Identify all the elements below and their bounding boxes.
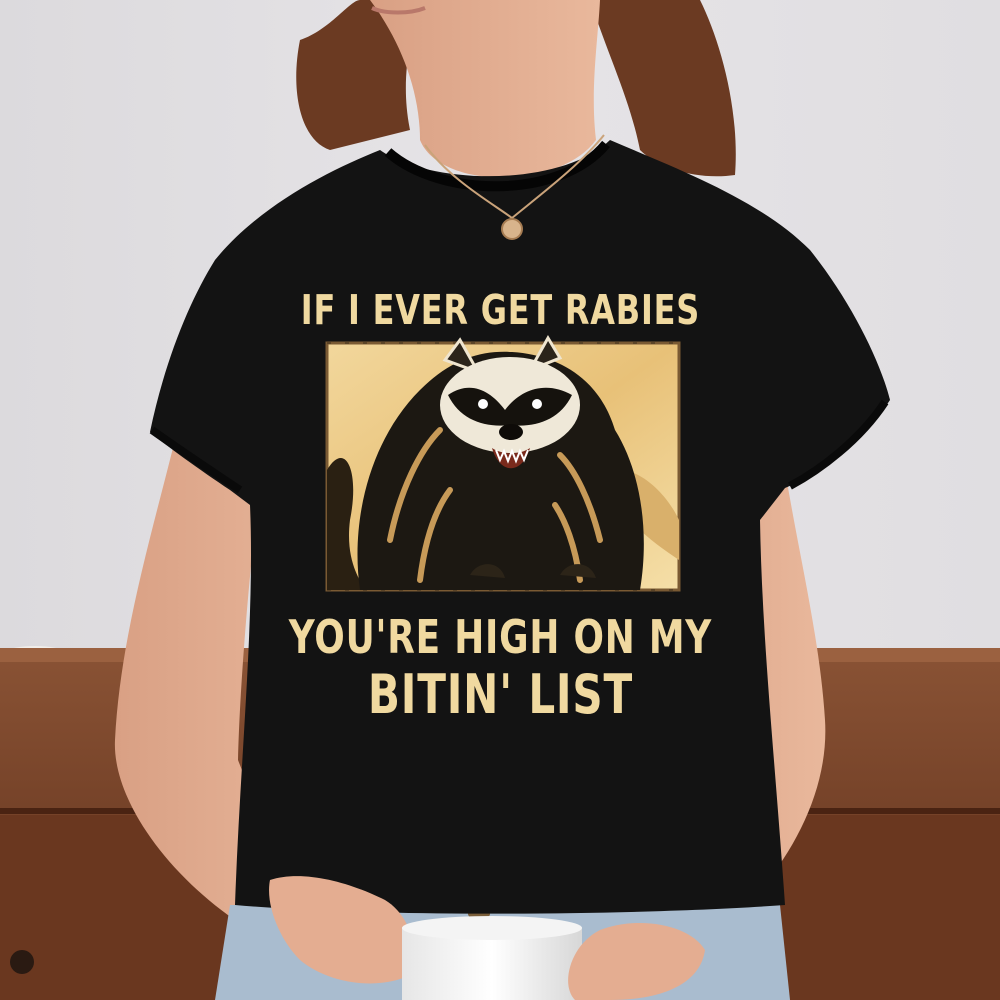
raccoon-print — [327, 338, 679, 590]
shirt-text-bottom: BITIN' LIST — [367, 663, 634, 726]
white-mug — [402, 916, 582, 1000]
shirt-text-top: IF I EVER GET RABIES — [300, 286, 701, 334]
shirt-text-middle: YOU'RE HIGH ON MY — [288, 610, 713, 664]
pendant — [502, 219, 522, 239]
